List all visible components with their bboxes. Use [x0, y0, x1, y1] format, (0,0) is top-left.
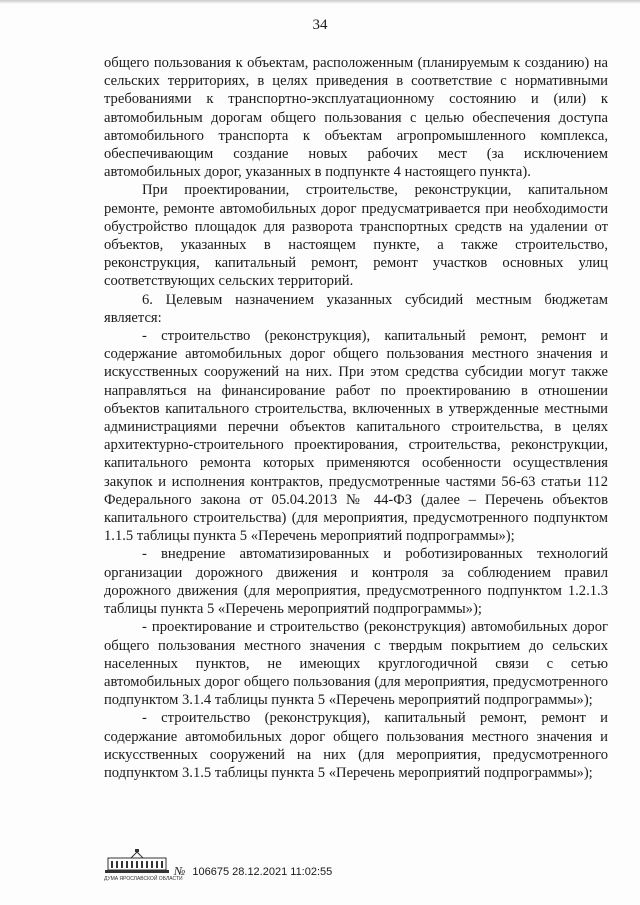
list-item: - строительство (реконструкция), капитальный ремонт, ремонт и содержание автомобильных дорог общего пользования местного значения и искусственных сооружений на них (для мероприятия, предусмотренного подпунктом 3.1.5 таблицы пункта 5 «Перечень мероприятий подпрограммы»);: [104, 710, 608, 781]
paragraph-continuation: общего пользования к объектам, расположенным (планируемым к созданию) на сельских территориях, в целях приведения в соответствие с нормативными требованиями к транспортно-эксплуатационному состоянию и (или) к автомобильным дорогам общего пользования с целью обеспечения доступа автомобильного транспорта к объектам агропромышленного комплекса, обеспечивающим создание новых рабочих мест (за исключением автомобильных дорог, указанных в подпункте 4 настоящего пункта).: [104, 55, 608, 181]
document-body: [104, 54, 608, 782]
list-item: - строительство (реконструкция), капитальный ремонт, ремонт и содержание автомобильных дорог общего пользования местного значения и искусственных сооружений на них. При этом средства субсидии могут также направляться на финансирование работ по проектированию в отношении объектов капитального строительства, включенных в утвержденные местными администрациями перечни объектов капитального строительства, в целях архитектурно-строительного проектирования, строительства, реконструкции, капитального ремонта которых применяются особенности осуществления закупок и исполнения контрактов, предусмотренные частями 56-63 статьи 112 Федерального закона от 05.04.2013 № 44-ФЗ (далее – Перечень объектов капитального строительства) (для мероприятия, предусмотренного подпунктом 1.1.5 таблицы пункта 5 «Перечень мероприятий подпрограммы»);: [104, 328, 608, 545]
paragraph-design-note: При проектировании, строительстве, реконструкции, капитальном ремонте, ремонте автомобильных дорог предусматривается при необходимости обустройство площадок для разворота транспортных средств на удалении от объектов, указанных в настоящем пункте, а также строительство, реконструкция, капитальный ремонт, ремонт участков основных улиц соответствующих сельских территорий.: [104, 182, 608, 290]
scan-edge: [0, 0, 640, 4]
footer: [104, 848, 524, 888]
page-number: 34: [312, 17, 328, 33]
list-item: - проектирование и строительство (реконструкция) автомобильных дорог общего пользования местного значения с твердым покрытием до сельских населенных пунктов, не имеющих круглогодичной связи с сетью автомобильных дорог общего пользования (для мероприятия, предусмотренного подпунктом 3.1.4 таблицы пункта 5 «Перечень мероприятий подпрограммы»);: [104, 619, 608, 709]
stamp-caption: ДУМА ЯРОСЛАВСКОЙ ОБЛАСТИ: [104, 876, 183, 882]
registration-line: [174, 864, 332, 879]
registration-text: 106675 28.12.2021 11:02:55: [192, 866, 333, 878]
list-item: - внедрение автоматизированных и роботизированных технологий организации дорожного движения и контроля за соблюдением правил дорожного движения (для мероприятия, предусмотренного подпунктом 1.2.1.3 таблицы пункта 5 «Перечень мероприятий подпрограммы»);: [104, 546, 608, 618]
building-stamp-icon: [104, 848, 170, 874]
registration-symbol: №: [174, 864, 186, 878]
paragraph-item-6: 6. Целевым назначением указанных субсидий местным бюджетам является:: [104, 291, 608, 326]
